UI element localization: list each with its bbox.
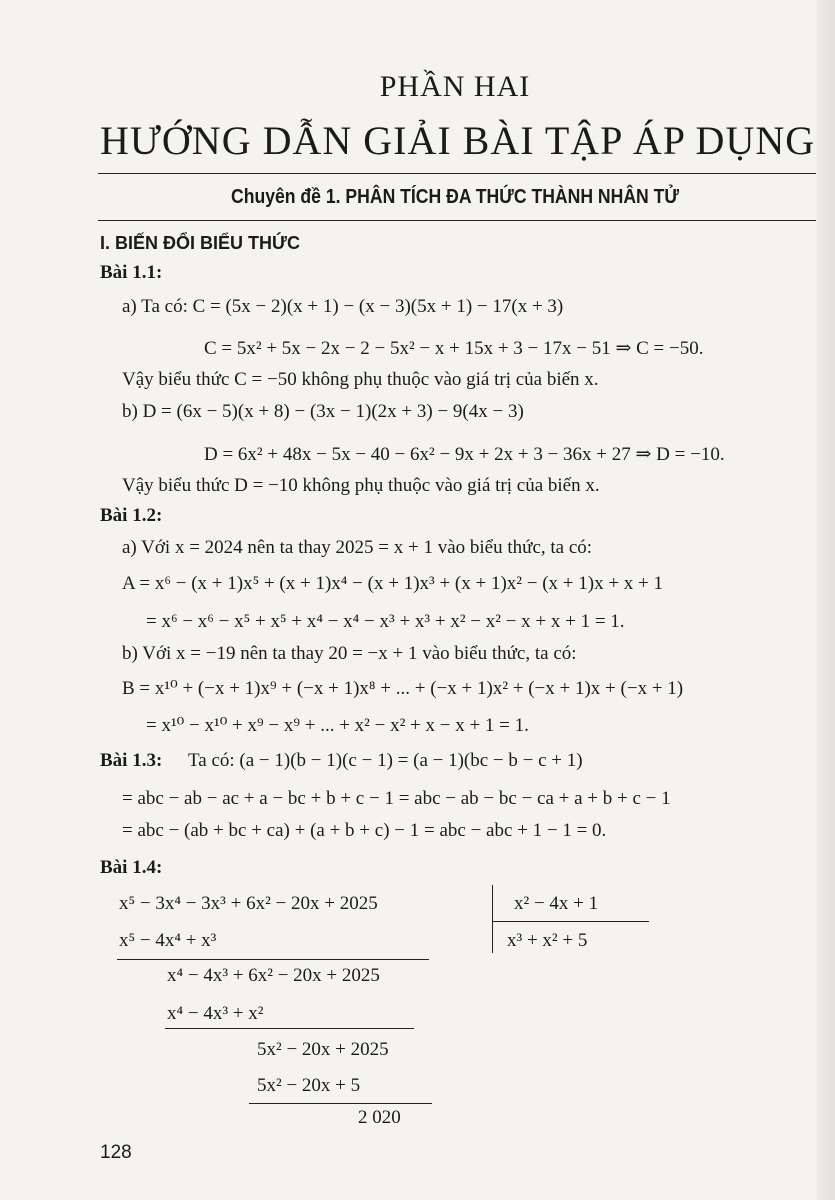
page-edge xyxy=(817,0,835,1200)
part-title: HƯỚNG DẪN GIẢI BÀI TẬP ÁP DỤNG xyxy=(100,118,816,163)
exercise-line: B = x¹⁰ + (−x + 1)x⁹ + (−x + 1)x⁸ + ... + (−x + 1)x² + (−x + 1)x + (−x + 1) xyxy=(122,678,684,699)
exercise-line: A = x⁶ − (x + 1)x⁵ + (x + 1)x⁴ − (x + 1)x³ + (x + 1)x² − (x + 1)x + x + 1 xyxy=(122,573,664,594)
partial-remainder: x⁴ − 4x³ + 6x² − 20x + 2025 xyxy=(167,965,380,986)
subtraction-rule xyxy=(165,1028,414,1029)
subtraction-rule xyxy=(117,959,429,960)
subtrahend: x⁴ − 4x³ + x² xyxy=(167,1003,264,1024)
exercise-line: Ta có: (a − 1)(b − 1)(c − 1) = (a − 1)(bc − b − c + 1) xyxy=(188,750,583,771)
subtrahend: x⁵ − 4x⁴ + x³ xyxy=(119,930,217,951)
exercise-line: D = 6x² + 48x − 5x − 40 − 6x² − 9x + 2x + 3 − 36x + 27 ⇒ D = −10. xyxy=(204,444,725,465)
exercise-label: Bài 1.1: xyxy=(100,262,163,283)
exercise-label: Bài 1.4: xyxy=(100,857,163,878)
exercise-line: a) Với x = 2024 nên ta thay 2025 = x + 1 vào biểu thức, ta có: xyxy=(122,537,593,558)
exercise-line: Vậy biểu thức D = −10 không phụ thuộc vào giá trị của biến x. xyxy=(122,475,600,496)
chapter-title: Chuyên đề 1. PHÂN TÍCH ĐA THỨC THÀNH NHÂN TỬ xyxy=(230,186,680,208)
division-bar xyxy=(492,885,493,953)
partial-remainder: 5x² − 20x + 2025 xyxy=(257,1039,389,1060)
divisor-rule xyxy=(492,921,649,922)
final-remainder: 2 020 xyxy=(358,1107,401,1128)
quotient: x³ + x² + 5 xyxy=(507,930,588,951)
exercise-line: = x¹⁰ − x¹⁰ + x⁹ − x⁹ + ... + x² − x² + x − x + 1 = 1. xyxy=(146,715,529,736)
chapter-bottom-rule xyxy=(98,220,816,221)
subtraction-rule xyxy=(249,1103,432,1104)
part-label: PHẦN HAI xyxy=(379,70,531,103)
exercise-label: Bài 1.3: xyxy=(100,750,163,771)
exercise-line: b) Với x = −19 nên ta thay 20 = −x + 1 vào biểu thức, ta có: xyxy=(122,643,577,664)
exercise-line: = abc − (ab + bc + ca) + (a + b + c) − 1 = abc − abc + 1 − 1 = 0. xyxy=(122,820,607,841)
dividend: x⁵ − 3x⁴ − 3x³ + 6x² − 20x + 2025 xyxy=(119,893,378,914)
subtrahend: 5x² − 20x + 5 xyxy=(257,1075,361,1096)
section-title: I. BIẾN ĐỔI BIỂU THỨC xyxy=(100,233,300,253)
exercise-line: b) D = (6x − 5)(x + 8) − (3x − 1)(2x + 3) − 9(4x − 3) xyxy=(122,401,524,422)
exercise-line: = abc − ab − ac + a − bc + b + c − 1 = abc − ab − bc − ca + a + b + c − 1 xyxy=(122,788,671,809)
divisor: x² − 4x + 1 xyxy=(514,893,599,914)
exercise-line: = x⁶ − x⁶ − x⁵ + x⁵ + x⁴ − x⁴ − x³ + x³ + x² − x² − x + x + 1 = 1. xyxy=(146,611,625,632)
exercise-line: C = 5x² + 5x − 2x − 2 − 5x² − x + 15x + 3 − 17x − 51 ⇒ C = −50. xyxy=(204,338,704,359)
exercise-line: a) Ta có: C = (5x − 2)(x + 1) − (x − 3)(5x + 1) − 17(x + 3) xyxy=(122,296,564,317)
exercise-line: Vậy biểu thức C = −50 không phụ thuộc vào giá trị của biến x. xyxy=(122,369,599,390)
exercise-label: Bài 1.2: xyxy=(100,505,163,526)
chapter-top-rule xyxy=(98,173,816,174)
page-number: 128 xyxy=(100,1142,132,1163)
